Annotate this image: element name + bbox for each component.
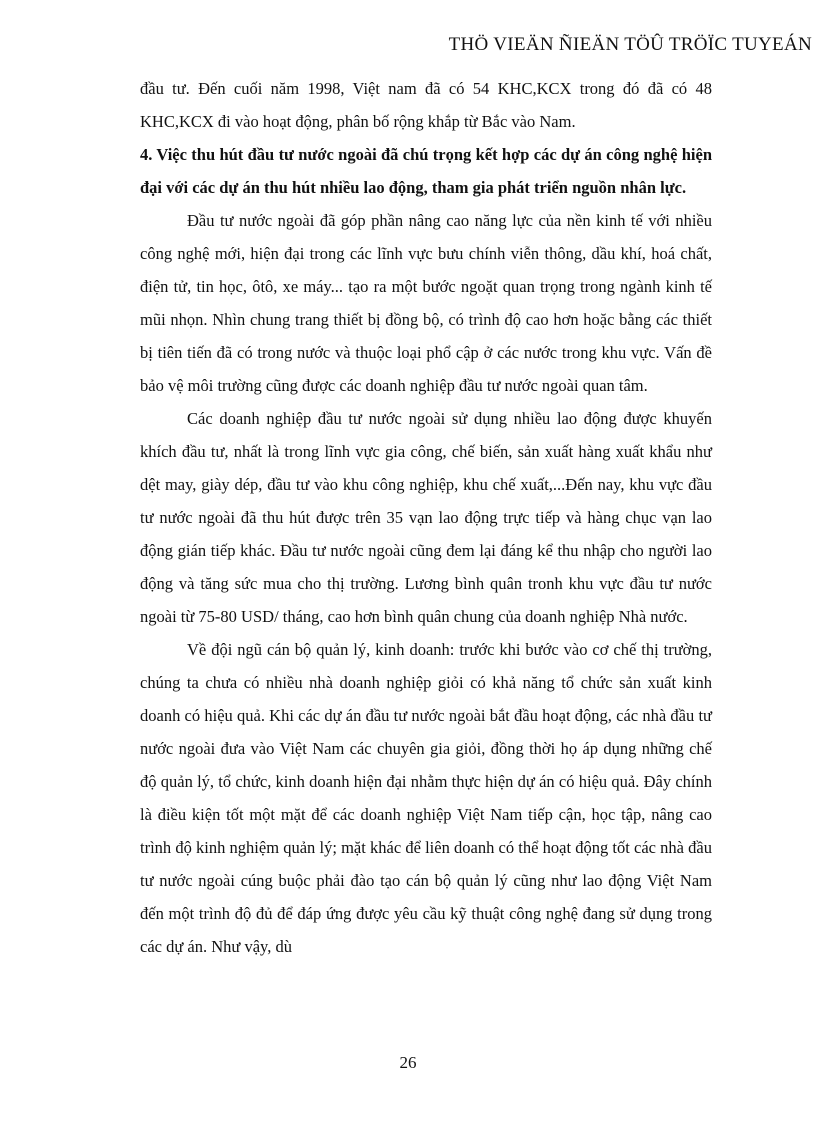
section-heading: 4. Việc thu hút đầu tư nước ngoài đã chú trọng kết hợp các dự án công nghệ hiện đại với các dự án thu hút nhiều lao động, tham gia phát triển nguồn nhân lực. xyxy=(140,145,712,197)
document-body xyxy=(140,72,712,963)
page-number: 26 xyxy=(399,1053,417,1072)
paragraph-management: Về đội ngũ cán bộ quản lý, kinh doanh: trước khi bước vào cơ chế thị trường, chúng ta chưa có nhiều nhà doanh nghiệp giỏi có khả năng tổ chức sản xuất kinh doanh có hiệu quả. Khi các dự án đầu tư nước ngoài bắt đầu hoạt động, các nhà đầu tư nước ngoài đưa vào Việt Nam các chuyên gia giỏi, đồng thời họ áp dụng những chế độ quản lý, tổ chức, kinh doanh hiện đại nhằm thực hiện dự án có hiệu quả. Đây chính là điều kiện tốt một mặt để các doanh nghiệp Việt Nam tiếp cận, học tập, nâng cao trình độ kinh nghiệm quản lý; mặt khác để liên doanh có thể hoạt động tốt các nhà đầu tư nước ngoài cúng buộc phải đào tạo cán bộ quản lý cũng như lao động Việt Nam đến một trình độ đủ để đáp ứng được yêu cầu kỹ thuật công nghệ đang sử dụng trong các dự án. Như vậy, dù xyxy=(140,640,712,956)
paragraph-technology: Đầu tư nước ngoài đã góp phần nâng cao năng lực của nền kinh tế với nhiều công nghệ mới, hiện đại trong các lĩnh vực bưu chính viễn thông, dầu khí, hoá chất, điện tử, tin học, ôtô, xe máy... tạo ra một bước ngoặt quan trọng trong ngành kinh tế mũi nhọn. Nhìn chung trang thiết bị đồng bộ, có trình độ cao hơn hoặc bằng các thiết bị tiên tiến đã có trong nước và thuộc loại phổ cập ở các nước trong khu vực. Vấn đề bảo vệ môi trường cũng được các doanh nghiệp đầu tư nước ngoài quan tâm. xyxy=(140,211,712,395)
running-header: THÖ VIEÄN ÑIEÄN TÖÛ TRÖÏC TUYEÁN xyxy=(448,34,812,55)
paragraph-continuation: đầu tư. Đến cuối năm 1998, Việt nam đã có 54 KHC,KCX trong đó đã có 48 KHC,KCX đi vào hoạt động, phân bố rộng khắp từ Bắc vào Nam. xyxy=(140,79,712,131)
paragraph-labor: Các doanh nghiệp đầu tư nước ngoài sử dụng nhiều lao động được khuyến khích đầu tư, nhất là trong lĩnh vực gia công, chế biến, sản xuất hàng xuất khẩu như dệt may, giày dép, đầu tư vào khu công nghiệp, khu chế xuất,...Đến nay, khu vực đầu tư nước ngoài đã thu hút được trên 35 vạn lao động trực tiếp và hàng chục vạn lao động gián tiếp khác. Đầu tư nước ngoài cũng đem lại đáng kể thu nhập cho người lao động và tăng sức mua cho thị trường. Lương bình quân tronh khu vực đầu tư nước ngoài từ 75-80 USD/ tháng, cao hơn bình quân chung của doanh nghiệp Nhà nước. xyxy=(140,409,712,626)
